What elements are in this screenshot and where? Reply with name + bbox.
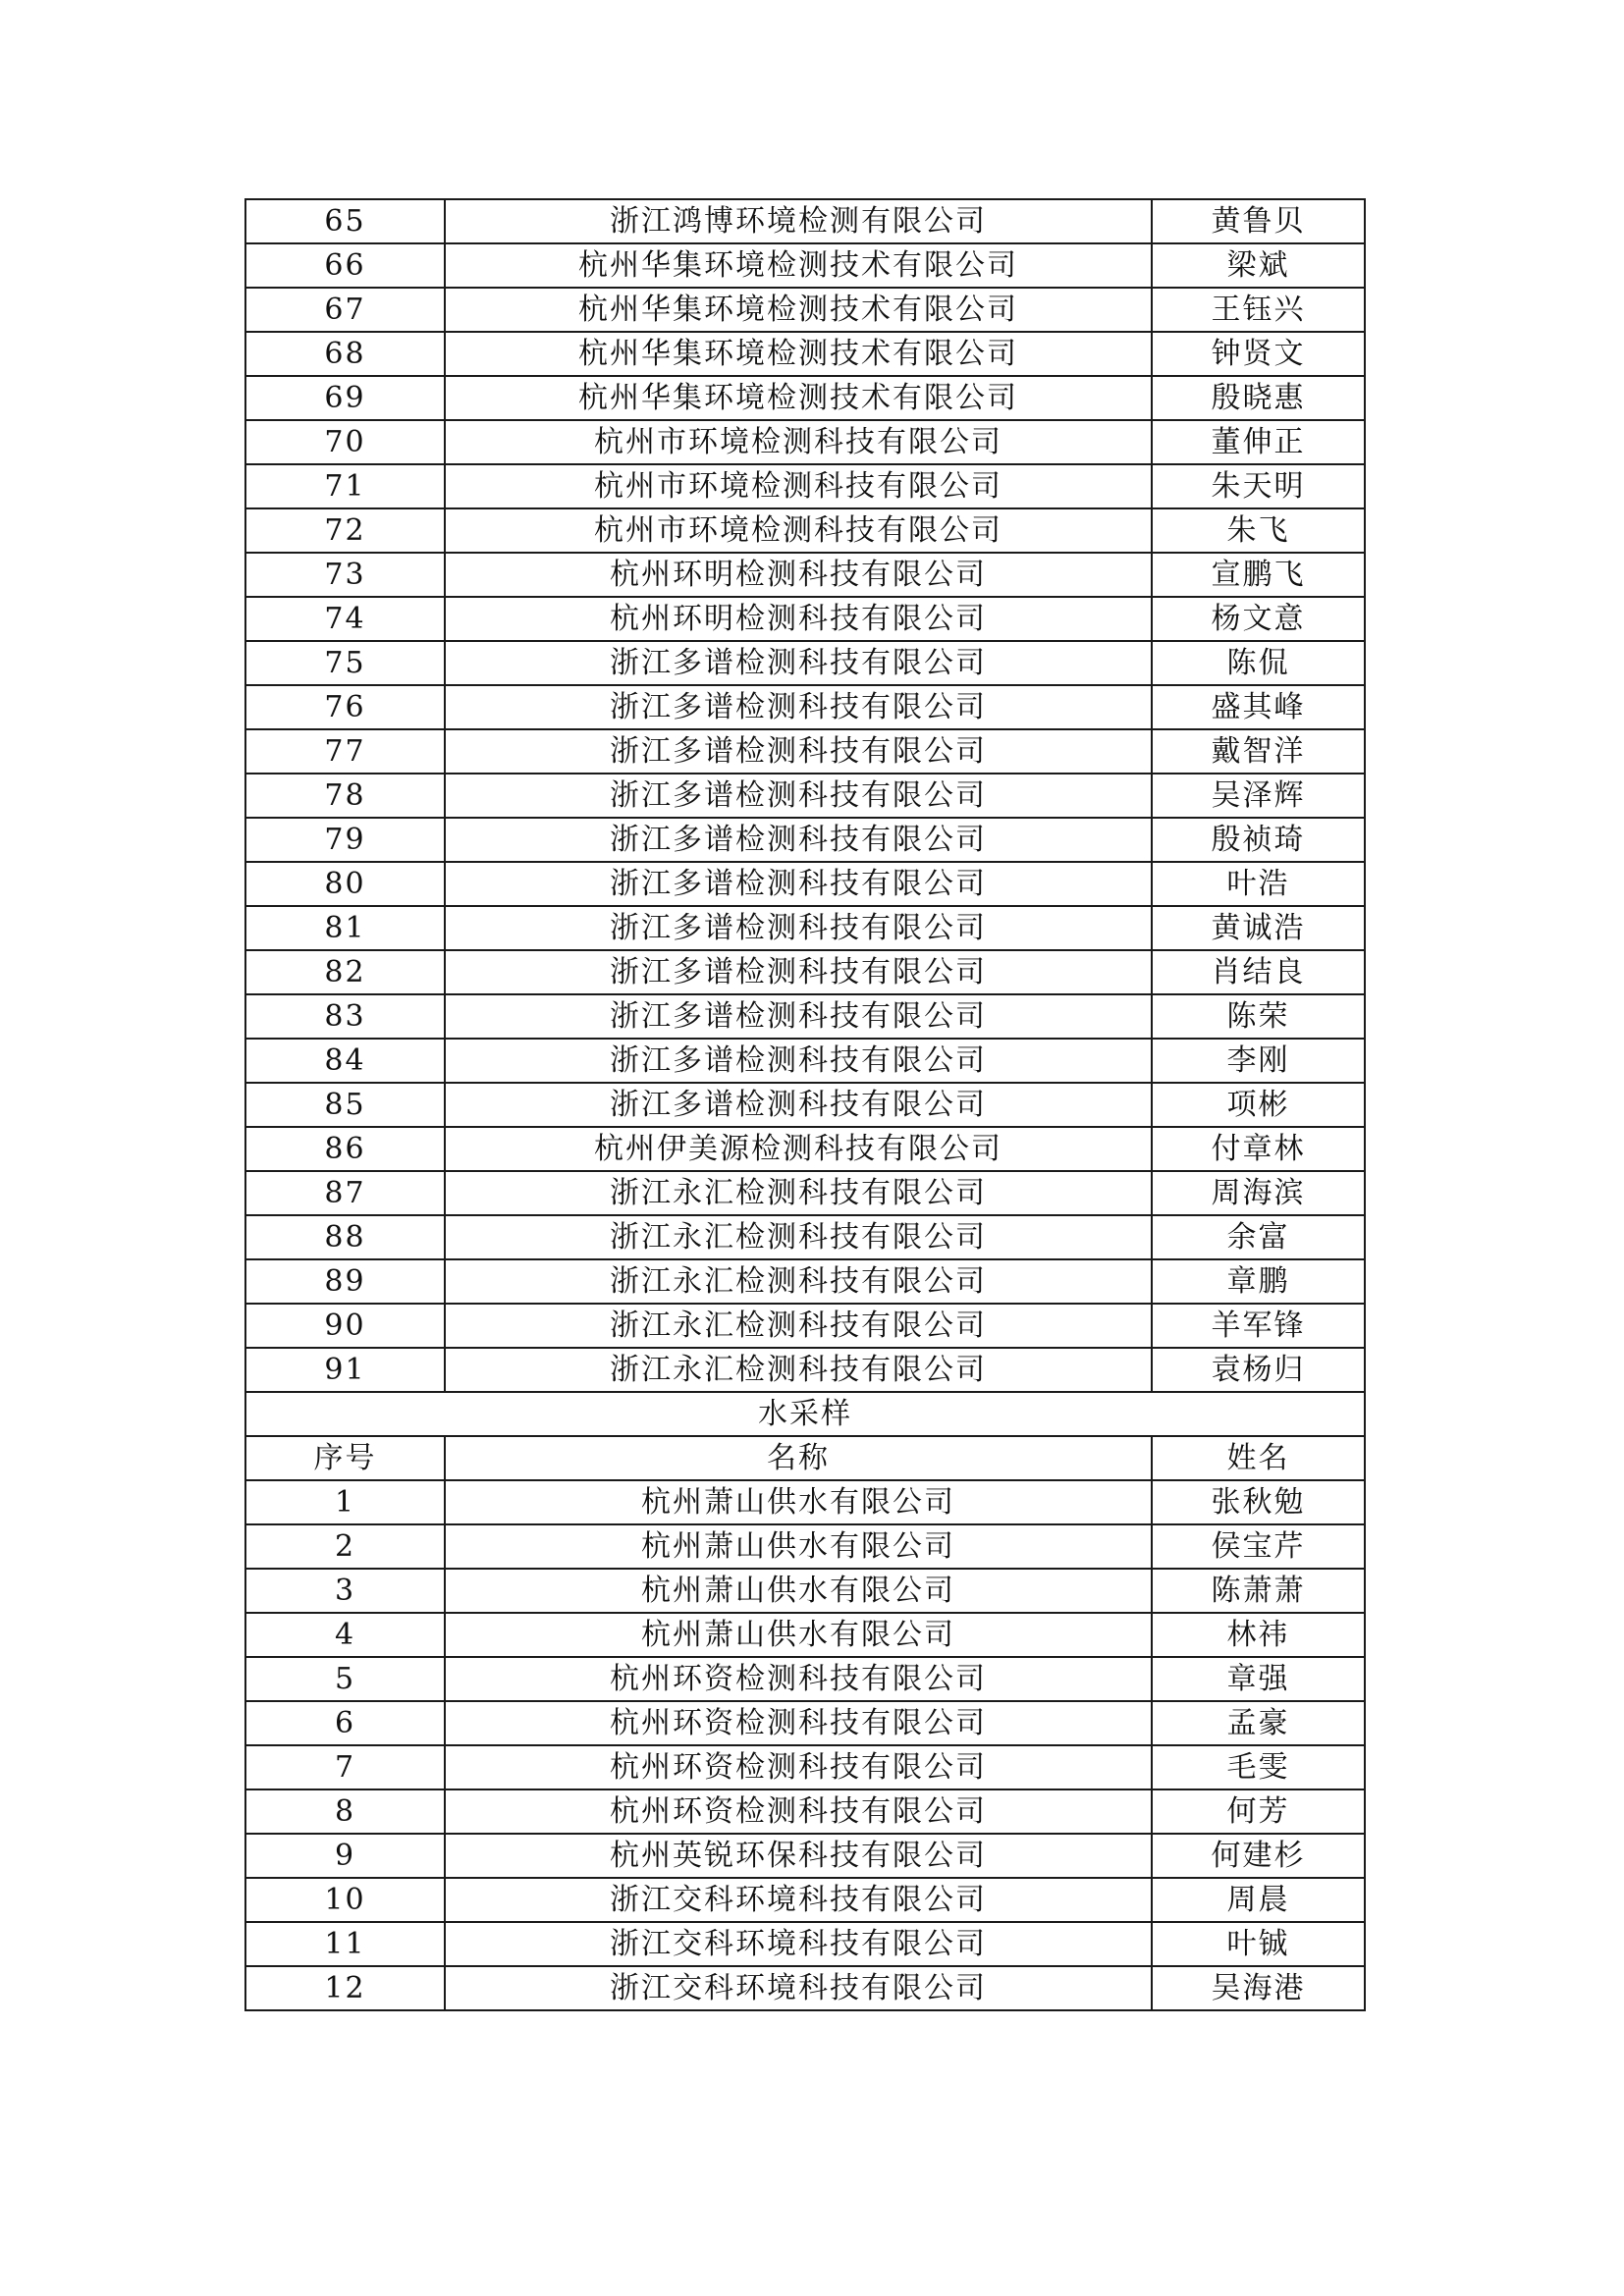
section-title: 水采样 — [245, 1392, 1365, 1436]
table-row — [245, 1745, 1365, 1789]
organization-name: 杭州市环境检测科技有限公司 — [445, 464, 1152, 508]
organization-name: 杭州环资检测科技有限公司 — [445, 1701, 1152, 1745]
person-name: 袁杨归 — [1152, 1348, 1365, 1392]
person-name: 黄鲁贝 — [1152, 199, 1365, 243]
table-row — [245, 464, 1365, 508]
row-number: 82 — [245, 950, 445, 994]
row-number: 68 — [245, 332, 445, 376]
organization-name: 浙江多谱检测科技有限公司 — [445, 729, 1152, 774]
person-name: 张秋勉 — [1152, 1480, 1365, 1524]
person-name: 陈萧萧 — [1152, 1569, 1365, 1613]
table-row — [245, 1569, 1365, 1613]
table-row — [245, 1789, 1365, 1834]
person-name: 陈侃 — [1152, 641, 1365, 685]
row-number: 79 — [245, 818, 445, 862]
table-row — [245, 862, 1365, 906]
person-name: 杨文意 — [1152, 597, 1365, 641]
person-name: 殷晓惠 — [1152, 376, 1365, 420]
organization-name: 杭州环明检测科技有限公司 — [445, 553, 1152, 597]
row-number: 77 — [245, 729, 445, 774]
section-title-row — [245, 1392, 1365, 1436]
person-name: 侯宝芹 — [1152, 1524, 1365, 1569]
row-number: 8 — [245, 1789, 445, 1834]
person-name: 朱飞 — [1152, 508, 1365, 553]
table-row — [245, 332, 1365, 376]
person-name: 戴智洋 — [1152, 729, 1365, 774]
person-name: 余富 — [1152, 1215, 1365, 1259]
row-number: 81 — [245, 906, 445, 950]
row-number: 4 — [245, 1613, 445, 1657]
person-name: 付章林 — [1152, 1127, 1365, 1171]
person-name: 肖结良 — [1152, 950, 1365, 994]
organization-name: 杭州环资检测科技有限公司 — [445, 1745, 1152, 1789]
row-number: 2 — [245, 1524, 445, 1569]
organization-name: 浙江交科环境科技有限公司 — [445, 1966, 1152, 2010]
organization-name: 浙江永汇检测科技有限公司 — [445, 1304, 1152, 1348]
organization-name: 浙江鸿博环境检测有限公司 — [445, 199, 1152, 243]
table-row — [245, 508, 1365, 553]
table-row — [245, 1966, 1365, 2010]
table-row — [245, 420, 1365, 464]
organization-name: 杭州环明检测科技有限公司 — [445, 597, 1152, 641]
row-number: 3 — [245, 1569, 445, 1613]
person-name: 王钰兴 — [1152, 288, 1365, 332]
organization-name: 杭州环资检测科技有限公司 — [445, 1789, 1152, 1834]
organization-name: 杭州环资检测科技有限公司 — [445, 1657, 1152, 1701]
table-row — [245, 1524, 1365, 1569]
row-number: 89 — [245, 1259, 445, 1304]
row-number: 80 — [245, 862, 445, 906]
table-row — [245, 1039, 1365, 1083]
organization-name: 杭州市环境检测科技有限公司 — [445, 508, 1152, 553]
organization-name: 浙江多谱检测科技有限公司 — [445, 685, 1152, 729]
person-name: 董伸正 — [1152, 420, 1365, 464]
row-number: 7 — [245, 1745, 445, 1789]
row-number: 83 — [245, 994, 445, 1039]
person-name: 陈荣 — [1152, 994, 1365, 1039]
table-row — [245, 1304, 1365, 1348]
table-row — [245, 818, 1365, 862]
organization-name: 杭州萧山供水有限公司 — [445, 1613, 1152, 1657]
organization-name: 杭州萧山供水有限公司 — [445, 1480, 1152, 1524]
table-row — [245, 199, 1365, 243]
organization-name: 杭州英锐环保科技有限公司 — [445, 1834, 1152, 1878]
person-name: 林祎 — [1152, 1613, 1365, 1657]
table-row — [245, 1878, 1365, 1922]
table-row — [245, 288, 1365, 332]
section-block — [245, 1392, 1365, 1480]
organization-name: 杭州萧山供水有限公司 — [445, 1569, 1152, 1613]
person-name: 何建杉 — [1152, 1834, 1365, 1878]
row-number: 10 — [245, 1878, 445, 1922]
person-name: 章鹏 — [1152, 1259, 1365, 1304]
row-number: 74 — [245, 597, 445, 641]
table-row — [245, 1127, 1365, 1171]
organization-name: 浙江交科环境科技有限公司 — [445, 1922, 1152, 1966]
table-row — [245, 553, 1365, 597]
organization-name: 杭州华集环境检测技术有限公司 — [445, 332, 1152, 376]
row-number: 70 — [245, 420, 445, 464]
row-number: 5 — [245, 1657, 445, 1701]
person-name: 何芳 — [1152, 1789, 1365, 1834]
personnel-table — [244, 198, 1366, 2011]
organization-name: 杭州伊美源检测科技有限公司 — [445, 1127, 1152, 1171]
organization-name: 浙江多谱检测科技有限公司 — [445, 641, 1152, 685]
row-number: 67 — [245, 288, 445, 332]
organization-name: 浙江多谱检测科技有限公司 — [445, 818, 1152, 862]
organization-name: 杭州市环境检测科技有限公司 — [445, 420, 1152, 464]
column-header-row — [245, 1436, 1365, 1480]
table-row — [245, 1171, 1365, 1215]
table-row — [245, 1701, 1365, 1745]
row-number: 75 — [245, 641, 445, 685]
person-name: 李刚 — [1152, 1039, 1365, 1083]
person-name: 项彬 — [1152, 1083, 1365, 1127]
row-number: 12 — [245, 1966, 445, 2010]
row-number: 72 — [245, 508, 445, 553]
organization-name: 浙江永汇检测科技有限公司 — [445, 1215, 1152, 1259]
organization-name: 浙江多谱检测科技有限公司 — [445, 1083, 1152, 1127]
table-row — [245, 1657, 1365, 1701]
person-name: 殷祯琦 — [1152, 818, 1365, 862]
header-name: 姓名 — [1152, 1436, 1365, 1480]
header-org: 名称 — [445, 1436, 1152, 1480]
row-number: 71 — [245, 464, 445, 508]
row-number: 78 — [245, 774, 445, 818]
table-row — [245, 1834, 1365, 1878]
organization-name: 浙江多谱检测科技有限公司 — [445, 994, 1152, 1039]
organization-name: 浙江多谱检测科技有限公司 — [445, 862, 1152, 906]
person-name: 梁斌 — [1152, 243, 1365, 288]
table-row — [245, 1083, 1365, 1127]
person-name: 羊军锋 — [1152, 1304, 1365, 1348]
table-row — [245, 1480, 1365, 1524]
person-name: 周海滨 — [1152, 1171, 1365, 1215]
row-number: 65 — [245, 199, 445, 243]
organization-name: 浙江永汇检测科技有限公司 — [445, 1259, 1152, 1304]
row-number: 9 — [245, 1834, 445, 1878]
row-number: 73 — [245, 553, 445, 597]
table-row — [245, 994, 1365, 1039]
person-name: 叶浩 — [1152, 862, 1365, 906]
table-row — [245, 243, 1365, 288]
table-row — [245, 774, 1365, 818]
table-row — [245, 729, 1365, 774]
person-name: 黄诚浩 — [1152, 906, 1365, 950]
table-row — [245, 1215, 1365, 1259]
organization-name: 杭州萧山供水有限公司 — [445, 1524, 1152, 1569]
organization-name: 浙江多谱检测科技有限公司 — [445, 950, 1152, 994]
row-number: 66 — [245, 243, 445, 288]
person-name: 孟豪 — [1152, 1701, 1365, 1745]
row-number: 69 — [245, 376, 445, 420]
row-number: 76 — [245, 685, 445, 729]
organization-name: 浙江多谱检测科技有限公司 — [445, 774, 1152, 818]
organization-name: 浙江永汇检测科技有限公司 — [445, 1171, 1152, 1215]
table-row — [245, 906, 1365, 950]
table-row — [245, 950, 1365, 994]
person-name: 毛雯 — [1152, 1745, 1365, 1789]
table-row — [245, 1613, 1365, 1657]
person-name: 章强 — [1152, 1657, 1365, 1701]
table-row — [245, 1259, 1365, 1304]
organization-name: 杭州华集环境检测技术有限公司 — [445, 243, 1152, 288]
row-number: 1 — [245, 1480, 445, 1524]
row-number: 86 — [245, 1127, 445, 1171]
person-name: 吴海港 — [1152, 1966, 1365, 2010]
person-name: 盛其峰 — [1152, 685, 1365, 729]
row-number: 6 — [245, 1701, 445, 1745]
table-row — [245, 685, 1365, 729]
part1-rows — [245, 199, 1365, 1392]
organization-name: 杭州华集环境检测技术有限公司 — [445, 288, 1152, 332]
row-number: 87 — [245, 1171, 445, 1215]
row-number: 91 — [245, 1348, 445, 1392]
organization-name: 浙江多谱检测科技有限公司 — [445, 1039, 1152, 1083]
table-row — [245, 641, 1365, 685]
table-row — [245, 376, 1365, 420]
part2-rows — [245, 1480, 1365, 2010]
row-number: 11 — [245, 1922, 445, 1966]
organization-name: 浙江交科环境科技有限公司 — [445, 1878, 1152, 1922]
organization-name: 杭州华集环境检测技术有限公司 — [445, 376, 1152, 420]
table-row — [245, 597, 1365, 641]
person-name: 吴泽辉 — [1152, 774, 1365, 818]
person-name: 宣鹏飞 — [1152, 553, 1365, 597]
table-row — [245, 1922, 1365, 1966]
organization-name: 浙江多谱检测科技有限公司 — [445, 906, 1152, 950]
row-number: 84 — [245, 1039, 445, 1083]
row-number: 90 — [245, 1304, 445, 1348]
person-name: 叶铖 — [1152, 1922, 1365, 1966]
header-num: 序号 — [245, 1436, 445, 1480]
organization-name: 浙江永汇检测科技有限公司 — [445, 1348, 1152, 1392]
person-name: 钟贤文 — [1152, 332, 1365, 376]
row-number: 85 — [245, 1083, 445, 1127]
person-name: 朱天明 — [1152, 464, 1365, 508]
row-number: 88 — [245, 1215, 445, 1259]
table-row — [245, 1348, 1365, 1392]
person-name: 周晨 — [1152, 1878, 1365, 1922]
